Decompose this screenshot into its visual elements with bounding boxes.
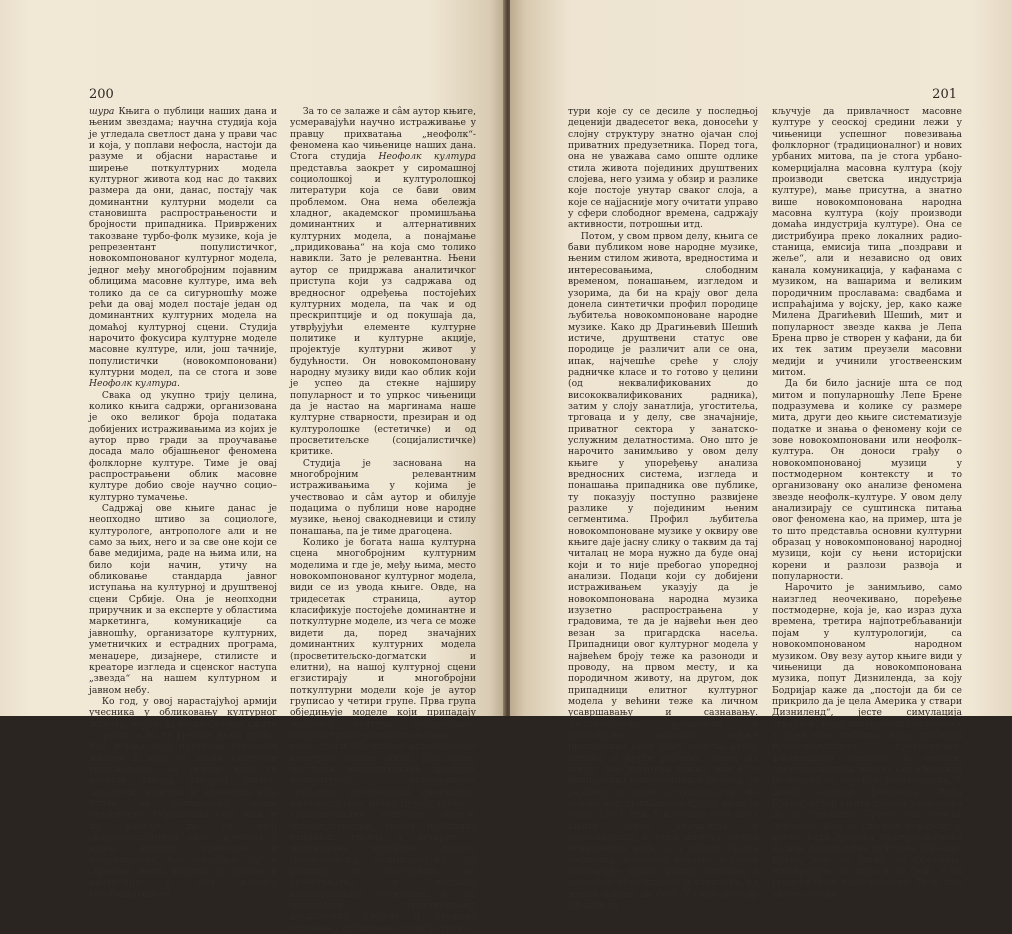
paragraph-text: Свака од укупно трију целина, колико књига садржи, организована је око великог броја података добијених истраживањима из којих је аутор прво гради за проучавање досада мало објашњеног феномена фолклорне културе. Тиме је овај распрострањени облик масовне културе добио своје научно социо–културно тумачење. — [89, 389, 277, 503]
paragraph-text: Ко год, у овој нарастајућој армији учесника у обликовању културног живота, верује да може без ове књиге – грeши, а на ту грешку нема право. Као појава која претходи стварном животу и која се може сматрати симулацијом, на основу које се касније ствара стварни живот, „неофолк“ култура је чињеница која утиче на обликовање наше стварности. Објашњења свих њих је да настоје да се овај „карактеристични знак“ времена у којем живимо препозна и непристрасно, без залагања „за“ и „против“ њега, покуша да разуме и анализира у свој његовој свеобухватности. — [89, 695, 277, 900]
paragraph — [290, 537, 476, 934]
paragraph — [89, 106, 277, 390]
paragraph — [568, 231, 758, 912]
paragraph-text: кључује да привлачност масовне културе у сеоској средини лежи у чињеници успешног повезивања фолклорног (традиционалног) и нових урбаних митова, па је стога урбано-комерцијална масовна култура (коју производи светска индустрија културе), мање присутна, а знатно више новокомпонована народна масовна култура (коју производи домаћа индустрија културе). Она се дистрибуира преко локалних радио-станица, емисија типа „поздрави и жеље“, али и независно од ових канала комуникација, у кафанама с музиком, на вашарима и великим породичним прославама: свадбама и испраћајима у војску, јер, како каже Милена Драгићевић Шешић, мит и популарност звезде каква је Лепа Брена прво је створен у кафани, да би их тек затим преузели масовни медији и учинили угоствеенским митом. — [772, 106, 962, 378]
page-number-left: 200 — [89, 87, 114, 102]
right-page — [510, 0, 1012, 912]
paragraph — [290, 458, 476, 537]
paragraph — [290, 106, 476, 458]
paragraph — [89, 503, 277, 696]
paragraph-text: . — [177, 378, 180, 390]
paragraph — [89, 696, 277, 900]
paragraph-text: Студија је заснована на многобројним релевантним истраживањима у којима је учествовао и сâм аутор и обилује подацима о публици нове народне музике, њеној свакодневици и стилу понашања, па је тиме драгоцена. — [290, 457, 476, 537]
paragraph-text: Нарочито је занимљиво, само наизглед неочекивано, поређење постмодерне, која је, као израз духа времена, третира најпотребљаванији појам у културологији, са новокомпонованом народном музиком. Ову везу аутор књиге види у чињеници да новокомпонована музика, попут Дизниленда, за коју Бодријар каже да „постоји да би се прикрило да је цела Америка у ствари Дизниленд“, јесте симулација стварног, нова хиперреална стварност у којој увек публика, којој одговара препознатљивост, претеривање, фасцинација сликама и стилом, одсуство новума, што су све елементи по којима се одређује постмодерна. У даљој анализи феномена „Лепа Брена“ аутор књиге доноси уверавања да је лепотица Брена лик сеоске лепотице која је створен у народу у време када градска култура почиње да даје доминантне културне обрасце. Брена, име од мила, од Обренија, истовремено асоцира и на село, и на градску бреновану фризуру. То је име за све сеоске — [772, 582, 962, 900]
page-number-right: 201 — [932, 87, 957, 102]
italic-title: Неофолк култура — [89, 378, 178, 390]
paragraph — [772, 106, 962, 378]
paragraph-text: За то се залаже и сâм аутор књиге, усмеравајући научно истраживање у правцу прихватања „неофолк“-феномена као чињенице наших дана. Стога студија — [290, 106, 476, 163]
paragraph-text: тури које су се десиле у последњој деценији двадесетог века, доносећи у слојну структуру знатно ојачан слој приватних предузетника. Поред тога, она не уважава само опште одлике стила живота појединих друштвених слојева, него узима у обзир и разлике које постоје унутар сваког слоја, а које се најјасније могу очитати управо у сфери слободног времена, садржају активности, потрошњи итд. — [568, 106, 758, 231]
paragraph — [568, 106, 758, 231]
paragraph-text: Књига о публици наших дана и њеним звездама; научна студија која је угледала светлост дана у прави час и која, у поплави нефосла, настоји да разуме и објасни нарастање и ширење поткултурних модела културног живота код нас до таквих размера да они, данас, постају чак доминантни културни модели са становишта распрострањености и бројности припадника. Привржeних такозване турбо-фолк музике, која је репрезентант популистичког, новокомпонованог културног модела, једног међу многобројним појавним облицима масовне културе, има већ толико да се са сигурношћу може рећи да овај модел постаје један од доминантних културних модела на домаћој културној сцени. Студија нарочито фокусира културне моделе масовне културе, или, још тачније, популистички (новокомпоновани) културни модел, па се стога и зове — [89, 106, 277, 378]
paragraph — [772, 582, 962, 900]
paragraph-text: Колико је богата наша културна сцена многобројним културним моделима и где је, међу њима, место новокомпонованог културног модела, види се из увода књиге. Овде, на тридесетак страница, аутор класификује постојеће доминантне и поткултурне моделе, из чега се може видети да, поред значајних доминантних културних модела (просветитељско-догматски и елитни), на нашој културној сцени егзистирају и многобројни поткултурни модели које је аутор груписао у четири групе. Прва група обједињује моделе који припадају масовној култури (стандардни, популистички-новокомпоновани, рок), други обједињује алтернативне културне моделе (хипи, рок, панк, постпанк, интелектуалне „помодне поткултуре“, алтернативне групације, дисидентска уметничко-интелектуална поткултура), трећи – традиционалне културне моделе (пољопривредни, модел појединих етничких група) а четврти – маргиналне културне моделе (наркоманска, делинквентска). За разлику од постојећих, ова свеобухватна и исцрпна класификација заснована је на прецизном структурирању друштвених слојева и уважава промене у друштвено-слојној струк- — [290, 537, 476, 934]
paragraph — [772, 378, 962, 582]
italic-title: шура — [89, 106, 115, 117]
paragraph — [89, 390, 277, 503]
right-column-2 — [772, 106, 962, 900]
italic-title: Неофолк култура — [378, 151, 476, 163]
paragraph-text: Потом, у свом првом делу, књига се бави публиком нове народне музике, њеним стилом живота, вредностима и интересовањима, слободним временом, понашањем, изгледом и узорима, да би на крају овог дела донела синтетички профил породице љубитеља новокомпоноване народне музике. Како др Драгињевић Шешић истиче, друштвени статус ове породице је различит али се она, ипак, најчешће среће у слоју радничке класе и то готово у целини (од неквалификованих до висококвалификованих радника), затим у слоју занатлија, угоститеља, трговаца и у делу, све значајније, приватног сектора у занатско-услужним делатностима. Оно што је нарочито занимљиво у овом делу књиге у упоређењу анализа вредносних система, изгледа и понашања припадника ове публике, ту показују поступно развијене разлике у појединим њеним сегментима. Профил љубитеља новокомпоноване музике у оквиру ове књиге даје јасну слику о таквим да тај читалац не мора нужно да буде онај који и то није пребогао упоредној анализи. Подаци који су добијени истраживањем указују да је новокомпонована народна музика изузетно распрострањена у градовима, те да је највећи њен део везан за пригардска насеља. Припадници овог културног модела у највећем броју теже ка разоноди и проводу, на првом месту, и ка породичном животу, на другом, док припадници елитног културног модела у већини теже ка личном усавршавању и сазнавању. Анализирајући вредности и друговрсне животне тежње припадника ових двају модела, аутор запажа и друге разлике: успех на послу, као животна тежња чак 45% припадника популистичког модела, за разлику од мале заступљености ове тежње код припадника другог модела (само 15%), итд. У наставку овог дела књиге аутор анализира и свакодневицу и стил живота својих испитаника, који се, у односу према медијима, доносећи податке о улози телевизије, видеа, радија, штампе, а нарочито рото-штампе и стрипова, на живот младих на селу. У овом делу др Шешић за- — [568, 230, 758, 912]
left-page — [0, 0, 505, 934]
right-column-1 — [568, 106, 758, 912]
paragraph-text: Садржај ове књиге данас је неопходно штиво за социологе, културологе, антропологе али и не само за њих, него и за све оне који се баве медијима, раде на њима или, на било који начин, утичу на обликовање стандарда јавног иступања на културној и друштвеној сцени Србије. Она је неопходни приручник и за експерте у областима маркетинга, комуникације са јавношћу, организаторе културних, уметничких и естрадних програма, менаџере, дизајнере, стилисте и креаторе изгледа и сценског наступа „звезда“ на нашем културном и јавном небу. — [89, 503, 277, 696]
paragraph-text: Да би било јасније шта се под митом и популарношћу Лепе Брене подразумева и колике су размере мита, други део књиге систематизује податке и знања о феномену који се зове новокомпоновани или неофолк–култура. Он доноси грађу о новокомпонованој музици у постмодерном контексту и то организовану око анализе феномена звезде неофолк–културе. У овом делу анализирају се суштинска питања овог феномена као, на пример, шта је то што представља основни културни образац у новокомпонованој народној музици, који су њени историјски корени и разлози развоја и популарности. — [772, 378, 962, 583]
left-column-2 — [290, 106, 476, 934]
left-column-1 — [89, 106, 277, 900]
paragraph-text: представља заокрет у сиромашној социолошкој и културолошкој литератури која се бави овим проблемом. Она нема обележја хладног, академског промишљања доминантних и алтернативних културних модела, а понајмање „придиковања“ на која смо толико навикли. Зато је релевантна. Њени аутор се придржава аналитичког приступа који уз садржава од вредносног одређења постојећих културних модела, па чак и од прескриптције и од покушаја да, утврђујући елементе културне политике и културне акције, пројектује културни живот у будућности. Он новокомпоновану народну музику види као облик који је успео да стекне најширу популарност и то упркос чињеници да је настао на маргинама наше културне стварности, презиран и од културолошке (естетичке) и од просветитељске (социјалистичке) критике. — [290, 162, 476, 458]
